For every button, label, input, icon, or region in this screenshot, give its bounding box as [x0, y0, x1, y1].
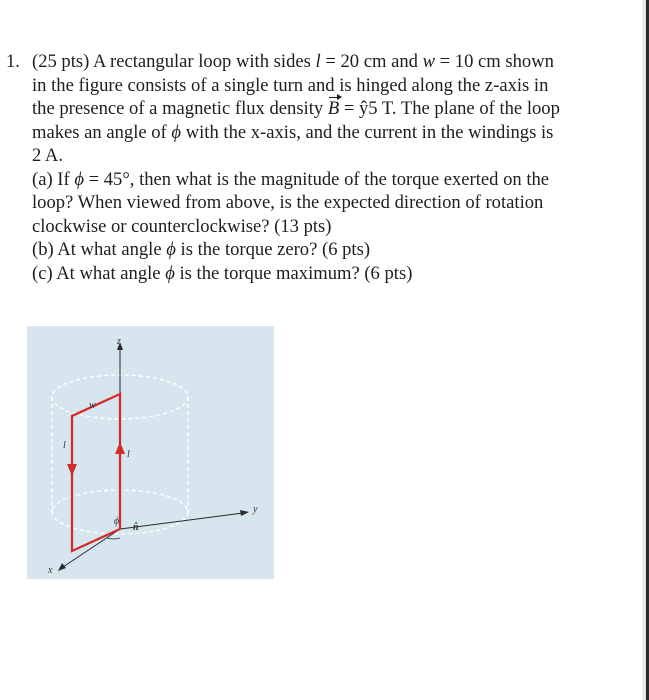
problem-line-3 [6, 97, 606, 121]
part-b-prefix: (b) At what angle [32, 239, 167, 260]
problem-text-3: the presence of a magnetic flux density [32, 98, 324, 119]
symbol-w: w [422, 51, 435, 72]
problem-line-5 [6, 144, 606, 168]
l-right-label: l [127, 449, 130, 460]
part-c-text: is the torque maximum? (6 pts) [174, 262, 413, 284]
y-axis-arrowhead [240, 510, 249, 516]
loop-figure [27, 326, 274, 579]
problem-text-4: makes an angle of [32, 121, 167, 143]
problem-text-1: (25 pts) A rectangular loop with sides [32, 51, 311, 72]
part-a-text-3: clockwise or counterclockwise? (13 pts) [32, 215, 332, 237]
problem-line-2 [6, 74, 606, 98]
phi-angle-label: ϕ [114, 516, 120, 527]
phi-angle-arc [107, 538, 120, 539]
problem-line-4 [6, 121, 606, 145]
problem-1 [6, 50, 606, 285]
y-axis-label: y [253, 504, 258, 515]
part-b-phi: ϕ [166, 239, 176, 260]
x-axis-arrowhead [58, 563, 66, 571]
part-c-line [6, 262, 606, 286]
part-c-prefix: (c) At what angle [32, 262, 166, 284]
part-a-line-3 [6, 215, 606, 239]
problem-text-1b: = 20 cm and [320, 51, 423, 72]
part-a-text-1: = 45°, then what is the magnitude of the torque exerted on the [83, 168, 550, 190]
current-arrow-right [115, 442, 125, 454]
symbol-l: l [315, 51, 321, 72]
l-left-label: l [63, 440, 66, 451]
part-a-prefix: (a) If [32, 168, 75, 190]
normal-vector-label: n̂ [133, 522, 139, 533]
part-c-phi: ϕ [165, 262, 175, 284]
part-b-line [6, 238, 606, 262]
symbol-vector-b: B [327, 98, 340, 119]
w-side-label: w [89, 400, 96, 411]
problem-text-4b: with the x-axis, and the current in the windings is [181, 121, 554, 143]
problem-text-3b: = ŷ5 T. The plane of the loop [339, 98, 560, 119]
problem-number: 1. [6, 51, 20, 72]
problem-text-5: 2 A. [32, 145, 63, 166]
problem-line-1 [6, 50, 606, 74]
problem-text-2: in the figure consists of a single turn and is hinged along the z-axis in [32, 74, 549, 96]
x-axis-label: x [48, 565, 53, 576]
part-a-line-2 [6, 191, 606, 215]
part-a-line-1 [6, 168, 606, 192]
part-a-phi: ϕ [74, 168, 84, 190]
symbol-phi: ϕ [171, 121, 182, 143]
z-axis-label: z [117, 336, 121, 347]
current-arrow-left [67, 464, 77, 476]
loop-diagram [27, 326, 274, 579]
part-a-text-2: loop? When viewed from above, is the expected direction of rotation [32, 192, 544, 213]
problem-text-1c: = 10 cm shown [435, 51, 554, 72]
part-b-text: is the torque zero? (6 pts) [175, 239, 371, 260]
